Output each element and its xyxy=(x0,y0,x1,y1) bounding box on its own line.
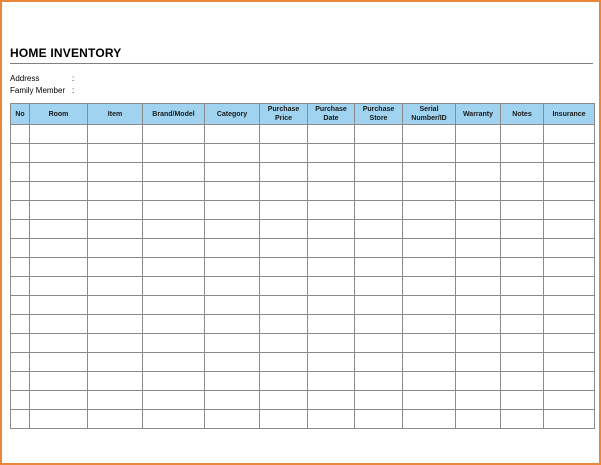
table-cell[interactable] xyxy=(501,315,544,334)
table-cell[interactable] xyxy=(308,220,355,239)
table-cell[interactable] xyxy=(308,277,355,296)
table-cell[interactable] xyxy=(260,277,308,296)
table-row xyxy=(11,353,595,372)
table-cell[interactable] xyxy=(355,220,403,239)
table-cell[interactable] xyxy=(205,163,260,182)
table-cell[interactable] xyxy=(205,182,260,201)
table-cell[interactable] xyxy=(355,391,403,410)
table-cell[interactable] xyxy=(403,220,456,239)
table-cell[interactable] xyxy=(205,334,260,353)
family-member-colon: : xyxy=(72,86,75,95)
table-row xyxy=(11,220,595,239)
table-cell[interactable] xyxy=(30,334,88,353)
table-cell[interactable] xyxy=(501,144,544,163)
table-cell[interactable] xyxy=(403,315,456,334)
table-cell[interactable] xyxy=(260,125,308,144)
table-cell[interactable] xyxy=(456,391,501,410)
table-cell[interactable] xyxy=(88,201,143,220)
table-cell[interactable] xyxy=(11,277,30,296)
table-cell[interactable] xyxy=(544,239,595,258)
table-cell[interactable] xyxy=(403,258,456,277)
table-cell[interactable] xyxy=(456,353,501,372)
table-cell[interactable] xyxy=(308,391,355,410)
table-cell[interactable] xyxy=(501,277,544,296)
table-cell[interactable] xyxy=(143,410,205,429)
table-cell[interactable] xyxy=(544,201,595,220)
table-cell[interactable] xyxy=(11,163,30,182)
table-cell[interactable] xyxy=(355,258,403,277)
table-cell[interactable] xyxy=(308,144,355,163)
page-title: HOME INVENTORY xyxy=(10,46,122,60)
table-cell[interactable] xyxy=(260,201,308,220)
table-cell[interactable] xyxy=(544,144,595,163)
table-cell[interactable] xyxy=(30,372,88,391)
table-cell[interactable] xyxy=(456,315,501,334)
column-header: Purchase Price xyxy=(260,104,308,125)
table-cell[interactable] xyxy=(11,201,30,220)
table-cell[interactable] xyxy=(403,144,456,163)
table-cell[interactable] xyxy=(403,182,456,201)
table-cell[interactable] xyxy=(355,277,403,296)
column-header: Item xyxy=(88,104,143,125)
table-cell[interactable] xyxy=(260,220,308,239)
table-cell[interactable] xyxy=(88,182,143,201)
table-row xyxy=(11,315,595,334)
table-cell[interactable] xyxy=(205,372,260,391)
table-cell[interactable] xyxy=(30,277,88,296)
table-cell[interactable] xyxy=(11,296,30,315)
table-cell[interactable] xyxy=(456,239,501,258)
table-cell[interactable] xyxy=(30,391,88,410)
table-cell[interactable] xyxy=(260,182,308,201)
table-cell[interactable] xyxy=(355,315,403,334)
table-cell[interactable] xyxy=(501,410,544,429)
table-cell[interactable] xyxy=(11,239,30,258)
table-cell[interactable] xyxy=(308,296,355,315)
column-header: Category xyxy=(205,104,260,125)
table-row xyxy=(11,258,595,277)
table-cell[interactable] xyxy=(11,220,30,239)
table-cell[interactable] xyxy=(143,182,205,201)
table-cell[interactable] xyxy=(308,334,355,353)
table-cell[interactable] xyxy=(260,296,308,315)
inventory-table xyxy=(10,103,595,429)
table-cell[interactable] xyxy=(355,201,403,220)
table-cell[interactable] xyxy=(88,277,143,296)
table-cell[interactable] xyxy=(260,163,308,182)
table-cell[interactable] xyxy=(308,353,355,372)
column-header: Brand/Model xyxy=(143,104,205,125)
column-header: Notes xyxy=(501,104,544,125)
table-cell[interactable] xyxy=(501,258,544,277)
table-cell[interactable] xyxy=(11,391,30,410)
table-cell[interactable] xyxy=(11,258,30,277)
table-row xyxy=(11,201,595,220)
table-cell[interactable] xyxy=(205,144,260,163)
table-cell[interactable] xyxy=(544,334,595,353)
table-cell[interactable] xyxy=(403,353,456,372)
table-cell[interactable] xyxy=(205,201,260,220)
table-cell[interactable] xyxy=(143,163,205,182)
table-cell[interactable] xyxy=(501,391,544,410)
column-header: Warranty xyxy=(456,104,501,125)
table-cell[interactable] xyxy=(205,220,260,239)
table-header-row xyxy=(11,104,595,125)
table-cell[interactable] xyxy=(456,220,501,239)
table-cell[interactable] xyxy=(456,334,501,353)
table-cell[interactable] xyxy=(11,410,30,429)
table-cell[interactable] xyxy=(11,125,30,144)
table-cell[interactable] xyxy=(88,410,143,429)
table-cell[interactable] xyxy=(308,239,355,258)
table-cell[interactable] xyxy=(355,182,403,201)
table-cell[interactable] xyxy=(30,125,88,144)
table-cell[interactable] xyxy=(308,182,355,201)
table-cell[interactable] xyxy=(260,315,308,334)
table-cell[interactable] xyxy=(456,125,501,144)
address-label: Address xyxy=(10,74,40,83)
table-cell[interactable] xyxy=(456,258,501,277)
table-cell[interactable] xyxy=(456,144,501,163)
table-row xyxy=(11,372,595,391)
table-cell[interactable] xyxy=(11,353,30,372)
table-cell[interactable] xyxy=(260,334,308,353)
table-cell[interactable] xyxy=(355,163,403,182)
table-cell[interactable] xyxy=(88,391,143,410)
table-cell[interactable] xyxy=(143,277,205,296)
table-cell[interactable] xyxy=(501,125,544,144)
table-cell[interactable] xyxy=(403,391,456,410)
table-cell[interactable] xyxy=(403,201,456,220)
table-cell[interactable] xyxy=(88,220,143,239)
table-row xyxy=(11,163,595,182)
table-cell[interactable] xyxy=(205,353,260,372)
column-header: Purchase Date xyxy=(308,104,355,125)
table-cell[interactable] xyxy=(403,410,456,429)
table-cell[interactable] xyxy=(355,296,403,315)
table-cell[interactable] xyxy=(456,277,501,296)
table-row xyxy=(11,277,595,296)
title-divider xyxy=(10,63,593,64)
table-cell[interactable] xyxy=(308,163,355,182)
table-cell[interactable] xyxy=(143,220,205,239)
table-cell[interactable] xyxy=(544,277,595,296)
table-cell[interactable] xyxy=(456,410,501,429)
table-cell[interactable] xyxy=(355,239,403,258)
table-cell[interactable] xyxy=(205,391,260,410)
table-cell[interactable] xyxy=(308,201,355,220)
table-cell[interactable] xyxy=(260,353,308,372)
table-cell[interactable] xyxy=(88,296,143,315)
table-cell[interactable] xyxy=(205,277,260,296)
table-cell[interactable] xyxy=(544,296,595,315)
table-cell[interactable] xyxy=(30,239,88,258)
table-cell[interactable] xyxy=(544,163,595,182)
table-row xyxy=(11,334,595,353)
table-cell[interactable] xyxy=(11,315,30,334)
table-cell[interactable] xyxy=(11,144,30,163)
address-field xyxy=(10,74,75,83)
table-cell[interactable] xyxy=(544,220,595,239)
table-row xyxy=(11,239,595,258)
table-cell[interactable] xyxy=(30,315,88,334)
table-cell[interactable] xyxy=(403,372,456,391)
table-cell[interactable] xyxy=(403,239,456,258)
table-cell[interactable] xyxy=(30,410,88,429)
table-cell[interactable] xyxy=(355,353,403,372)
table-cell[interactable] xyxy=(355,334,403,353)
table-cell[interactable] xyxy=(205,239,260,258)
table-cell[interactable] xyxy=(143,353,205,372)
table-cell[interactable] xyxy=(143,334,205,353)
table-cell[interactable] xyxy=(88,239,143,258)
table-cell[interactable] xyxy=(456,372,501,391)
table-cell[interactable] xyxy=(88,334,143,353)
table-row xyxy=(11,125,595,144)
table-cell[interactable] xyxy=(88,258,143,277)
table-cell[interactable] xyxy=(355,410,403,429)
table-cell[interactable] xyxy=(544,372,595,391)
table-cell[interactable] xyxy=(403,277,456,296)
table-cell[interactable] xyxy=(260,239,308,258)
table-cell[interactable] xyxy=(456,182,501,201)
table-cell[interactable] xyxy=(88,315,143,334)
table-cell[interactable] xyxy=(355,144,403,163)
table-row xyxy=(11,144,595,163)
table-cell[interactable] xyxy=(205,258,260,277)
table-cell[interactable] xyxy=(143,372,205,391)
table-cell[interactable] xyxy=(30,258,88,277)
table-cell[interactable] xyxy=(355,372,403,391)
table-cell[interactable] xyxy=(308,125,355,144)
table-cell[interactable] xyxy=(143,201,205,220)
table-cell[interactable] xyxy=(88,144,143,163)
table-cell[interactable] xyxy=(30,201,88,220)
table-cell[interactable] xyxy=(456,296,501,315)
table-cell[interactable] xyxy=(260,372,308,391)
table-cell[interactable] xyxy=(11,334,30,353)
column-header: Serial Number/ID xyxy=(403,104,456,125)
table-cell[interactable] xyxy=(544,353,595,372)
table-cell[interactable] xyxy=(501,182,544,201)
column-header: Insurance xyxy=(544,104,595,125)
table-cell[interactable] xyxy=(205,315,260,334)
table-cell[interactable] xyxy=(403,334,456,353)
address-colon: : xyxy=(72,74,75,83)
table-cell[interactable] xyxy=(544,391,595,410)
table-cell[interactable] xyxy=(205,410,260,429)
table-row xyxy=(11,410,595,429)
table-cell[interactable] xyxy=(544,258,595,277)
table-cell[interactable] xyxy=(308,410,355,429)
table-cell[interactable] xyxy=(403,296,456,315)
table-cell[interactable] xyxy=(143,296,205,315)
table-cell[interactable] xyxy=(143,144,205,163)
table-cell[interactable] xyxy=(308,315,355,334)
column-header: Room xyxy=(30,104,88,125)
table-cell[interactable] xyxy=(501,372,544,391)
family-member-label: Family Member xyxy=(10,86,66,95)
table-cell[interactable] xyxy=(501,334,544,353)
table-cell[interactable] xyxy=(308,258,355,277)
table-cell[interactable] xyxy=(88,125,143,144)
table-cell[interactable] xyxy=(544,125,595,144)
family-member-field xyxy=(10,86,75,95)
table-row xyxy=(11,391,595,410)
table-cell[interactable] xyxy=(11,372,30,391)
table-cell[interactable] xyxy=(456,201,501,220)
table-cell[interactable] xyxy=(403,125,456,144)
table-cell[interactable] xyxy=(11,182,30,201)
table-cell[interactable] xyxy=(501,220,544,239)
table-cell[interactable] xyxy=(544,315,595,334)
table-cell[interactable] xyxy=(355,125,403,144)
table-row xyxy=(11,182,595,201)
table-cell[interactable] xyxy=(260,410,308,429)
table-cell[interactable] xyxy=(205,296,260,315)
table-cell[interactable] xyxy=(456,163,501,182)
column-header: No xyxy=(11,104,30,125)
table-cell[interactable] xyxy=(30,163,88,182)
table-cell[interactable] xyxy=(544,410,595,429)
table-cell[interactable] xyxy=(143,239,205,258)
table-cell[interactable] xyxy=(30,220,88,239)
table-cell[interactable] xyxy=(501,239,544,258)
table-cell[interactable] xyxy=(403,163,456,182)
table-cell[interactable] xyxy=(308,372,355,391)
table-cell[interactable] xyxy=(88,372,143,391)
table-body xyxy=(11,125,595,429)
table-cell[interactable] xyxy=(501,353,544,372)
table-row xyxy=(11,296,595,315)
table-cell[interactable] xyxy=(88,353,143,372)
table-cell[interactable] xyxy=(260,391,308,410)
table-cell[interactable] xyxy=(143,315,205,334)
column-header: Purchase Store xyxy=(355,104,403,125)
table-cell[interactable] xyxy=(143,125,205,144)
table-cell[interactable] xyxy=(143,391,205,410)
table-cell[interactable] xyxy=(30,296,88,315)
table-cell[interactable] xyxy=(30,353,88,372)
table-cell[interactable] xyxy=(88,163,143,182)
table-cell[interactable] xyxy=(260,144,308,163)
table-cell[interactable] xyxy=(30,144,88,163)
table-cell[interactable] xyxy=(30,182,88,201)
table-cell[interactable] xyxy=(143,258,205,277)
table-cell[interactable] xyxy=(544,182,595,201)
table-cell[interactable] xyxy=(260,258,308,277)
table-cell[interactable] xyxy=(501,163,544,182)
table-cell[interactable] xyxy=(205,125,260,144)
table-cell[interactable] xyxy=(501,296,544,315)
table-cell[interactable] xyxy=(501,201,544,220)
